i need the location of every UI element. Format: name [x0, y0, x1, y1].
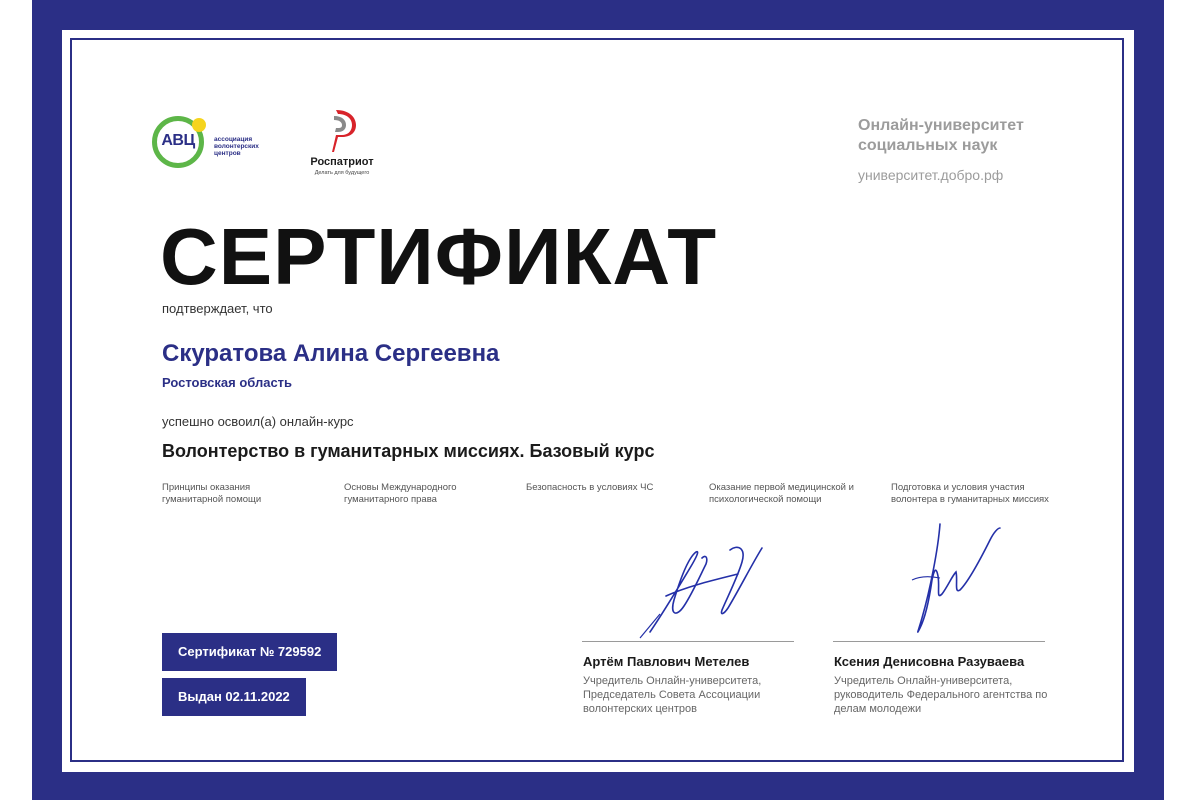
module-item: Безопасность в условиях ЧС — [526, 482, 654, 493]
certificate-number-badge: Сертификат № 729592 — [162, 633, 337, 671]
issue-date-badge: Выдан 02.11.2022 — [162, 678, 306, 716]
certificate-title: СЕРТИФИКАТ — [160, 212, 718, 301]
recipient-region: Ростовская область — [162, 375, 293, 390]
signatory-2-name: Ксения Денисовна Разуваева — [834, 654, 1025, 669]
avc-logo-text: ассоциация волонтерских центров — [214, 136, 259, 157]
module-item: Подготовка и условия участия волонтера в гуманитарных миссиях — [891, 482, 1049, 505]
signatory-2-role: Учредитель Онлайн-университета, руководитель Федерального агентства по делам молодежи — [834, 675, 1048, 715]
module-item: Принципы оказания гуманитарной помощи — [162, 482, 262, 505]
university-title: Онлайн-университет социальных наук — [858, 117, 1024, 154]
module-item: Основы Международного гуманитарного права — [344, 482, 457, 505]
confirms-text: подтверждает, что — [162, 301, 273, 316]
signature-line-2 — [833, 641, 1045, 642]
avc-logo-dot — [192, 118, 206, 132]
signature-line-1 — [582, 641, 794, 642]
recipient-name: Скуратова Алина Сергеевна — [162, 340, 500, 367]
university-url: университет.добро.рф — [858, 167, 1004, 183]
avc-logo — [152, 116, 292, 176]
avc-logo-abbr: АВЦ — [161, 132, 195, 149]
signatory-1-name: Артём Павлович Метелев — [583, 654, 750, 669]
rospatriot-name: Роспатриот — [310, 156, 374, 168]
signature-2-icon — [890, 520, 1010, 640]
module-item: Оказание первой медицинской и психологической помощи — [709, 482, 854, 505]
course-title: Волонтерство в гуманитарных миссиях. Базовый курс — [162, 441, 655, 461]
completed-text: успешно освоил(а) онлайн-курс — [162, 414, 354, 429]
signatory-1-role: Учредитель Онлайн-университета, Председатель Совета Ассоциации волонтерских центров — [583, 675, 762, 715]
signature-1-icon — [630, 540, 780, 640]
rospatriot-tagline: Делать для будущего — [314, 170, 370, 176]
rospatriot-mark-icon — [326, 108, 358, 154]
rospatriot-logo — [300, 108, 384, 182]
